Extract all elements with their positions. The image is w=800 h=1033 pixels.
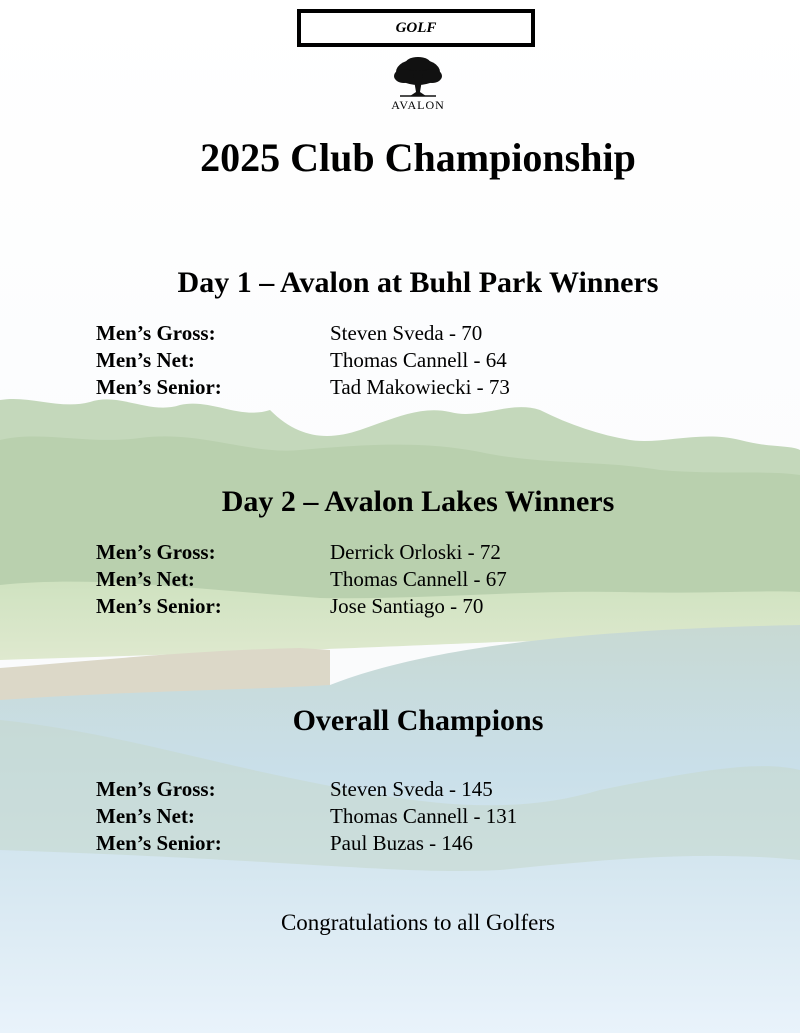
tree-icon	[370, 56, 466, 100]
result-row	[96, 320, 746, 347]
day1-title: Day 1 – Avalon at Buhl Park Winners	[177, 266, 659, 299]
category-label: Men’s Gross:	[96, 540, 216, 564]
category-label: Men’s Net:	[96, 348, 195, 372]
avalon-logo	[370, 56, 466, 116]
category-label: Men’s Senior:	[96, 831, 222, 855]
category-label: Men’s Gross:	[96, 321, 216, 345]
result-row	[96, 776, 746, 803]
result-row	[96, 803, 746, 830]
category-label: Men’s Senior:	[96, 594, 222, 618]
golf-label: GOLF	[395, 20, 437, 36]
logo-text: AVALON	[391, 98, 445, 112]
result-row	[96, 374, 746, 401]
result-row	[96, 539, 746, 566]
category-label: Men’s Gross:	[96, 777, 216, 801]
category-label: Men’s Net:	[96, 804, 195, 828]
day1-results	[96, 320, 746, 401]
winner-value: Paul Buzas - 146	[330, 831, 473, 855]
overall-title: Overall Champions	[292, 704, 544, 737]
congratulations-text: Congratulations to all Golfers	[280, 910, 556, 935]
result-row	[96, 593, 746, 620]
category-label: Men’s Net:	[96, 567, 195, 591]
golf-label-box	[297, 9, 535, 47]
winner-value: Derrick Orloski - 72	[330, 540, 501, 564]
winner-value: Jose Santiago - 70	[330, 594, 484, 618]
overall-results	[96, 776, 746, 857]
winner-value: Thomas Cannell - 131	[330, 804, 518, 828]
winner-value: Steven Sveda - 70	[330, 321, 483, 345]
day2-results	[96, 539, 746, 620]
result-row	[96, 830, 746, 857]
result-row	[96, 347, 746, 374]
day2-title: Day 2 – Avalon Lakes Winners	[221, 485, 615, 518]
category-label: Men’s Senior:	[96, 375, 222, 399]
winner-value: Thomas Cannell - 64	[330, 348, 507, 372]
page-title: 2025 Club Championship	[200, 135, 636, 180]
winner-value: Steven Sveda - 145	[330, 777, 493, 801]
winner-value: Thomas Cannell - 67	[330, 567, 507, 591]
winner-value: Tad Makowiecki - 73	[330, 375, 510, 399]
result-row	[96, 566, 746, 593]
